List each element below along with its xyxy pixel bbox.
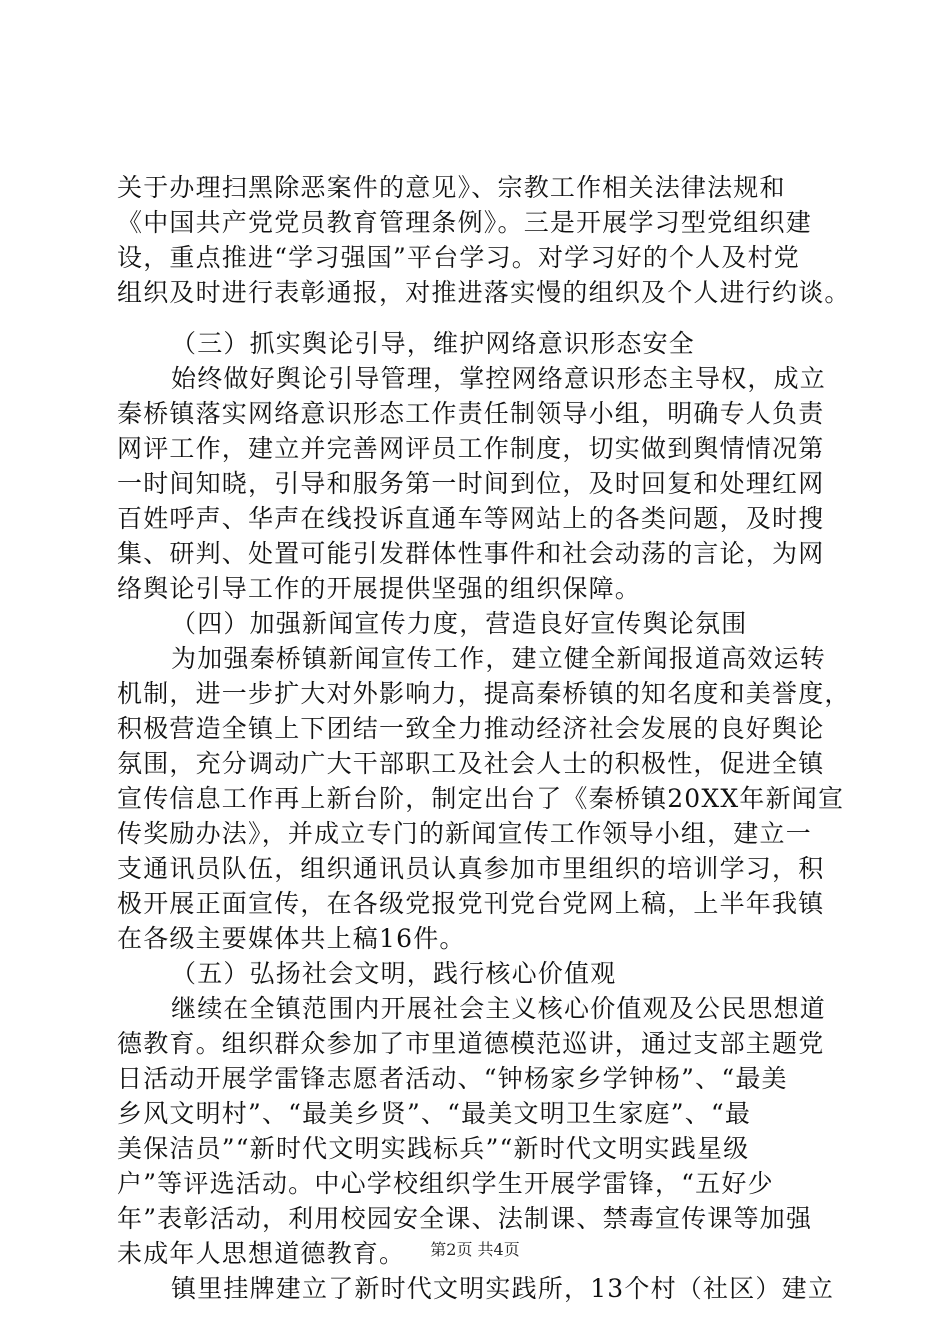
text-line: 机制，进一步扩大对外影响力，提高秦桥镇的知名度和美誉度， — [117, 679, 851, 708]
text-line: 日活动开展学雷锋志愿者活动、“钟杨家乡学钟杨”、“最美 — [117, 1064, 788, 1093]
text-line: 支通讯员队伍，组织通讯员认真参加市里组织的培训学习，积 — [117, 854, 825, 883]
text-line: 关于办理扫黑除恶案件的意见》、宗教工作相关法律法规和 — [117, 173, 786, 202]
text-line: 设，重点推进“学习强国”平台学习。对学习好的个人及村党 — [117, 243, 800, 272]
text-line: 网评工作，建立并完善网评员工作制度，切实做到舆情情况第 — [117, 434, 825, 463]
text-line: 继续在全镇范围内开展社会主义核心价值观及公民思想道 — [171, 994, 827, 1023]
text-line: 始终做好舆论引导管理，掌控网络意识形态主导权，成立 — [171, 364, 827, 393]
text-line: 德教育。组织群众参加了市里道德模范巡讲，通过支部主题党 — [117, 1029, 825, 1058]
text-line: 《中国共产党党员教育管理条例》。三是开展学习型党组织建 — [117, 208, 812, 237]
text-line: 镇里挂牌建立了新时代文明实践所，13个村（社区）建立 — [171, 1274, 835, 1303]
text-line: 乡风文明村”、“最美乡贤”、“最美文明卫生家庭”、“最 — [117, 1099, 752, 1128]
document-body — [117, 170, 851, 1306]
text-line: 氛围，充分调动广大干部职工及社会人士的积极性，促进全镇 — [117, 749, 825, 778]
text-line: 秦桥镇落实网络意识形态工作责任制领导小组，明确专人负责 — [117, 399, 825, 428]
section-heading: （五）弘扬社会文明，践行核心价值观 — [171, 959, 617, 988]
text-line: 未成年人思想道德教育。 — [117, 1239, 406, 1268]
text-line: 组织及时进行表彰通报，对推进落实慢的组织及个人进行约谈。 — [117, 278, 851, 307]
text-line: 一时间知晓，引导和服务第一时间到位，及时回复和处理红网 — [117, 469, 825, 498]
text-line: 极开展正面宣传，在各级党报党刊党台党网上稿，上半年我镇 — [117, 889, 825, 918]
text-line: 传奖励办法》，并成立专门的新闻宣传工作领导小组，建立一 — [117, 819, 812, 848]
text-line: 积极营造全镇上下团结一致全力推动经济社会发展的良好舆论 — [117, 714, 825, 743]
text-line: 美保洁员”“新时代文明实践标兵”“新时代文明实践星级 — [117, 1134, 750, 1163]
section-heading: （三）抓实舆论引导，维护网络意识形态安全 — [171, 329, 696, 358]
text-line: 年”表彰活动，利用校园安全课、法制课、禁毒宣传课等加强 — [117, 1204, 813, 1233]
page-footer: 第2页 共4页 — [430, 1240, 520, 1259]
section-heading: （四）加强新闻宣传力度，营造良好宣传舆论氛围 — [171, 609, 748, 638]
text-line: 在各级主要媒体共上稿16件。 — [117, 924, 466, 953]
text-line: 为加强秦桥镇新闻宣传工作，建立健全新闻报道高效运转 — [171, 644, 827, 673]
text-line: 集、研判、处置可能引发群体性事件和社会动荡的言论，为网 — [117, 539, 825, 568]
text-line: 百姓呼声、华声在线投诉直通车等网站上的各类问题，及时搜 — [117, 504, 825, 533]
text-line: 户”等评选活动。中心学校组织学生开展学雷锋，“五好少 — [117, 1169, 774, 1198]
text-line: 络舆论引导工作的开展提供坚强的组织保障。 — [117, 574, 642, 603]
text-line: 宣传信息工作再上新台阶，制定出台了《秦桥镇20XX年新闻宣 — [117, 784, 845, 813]
